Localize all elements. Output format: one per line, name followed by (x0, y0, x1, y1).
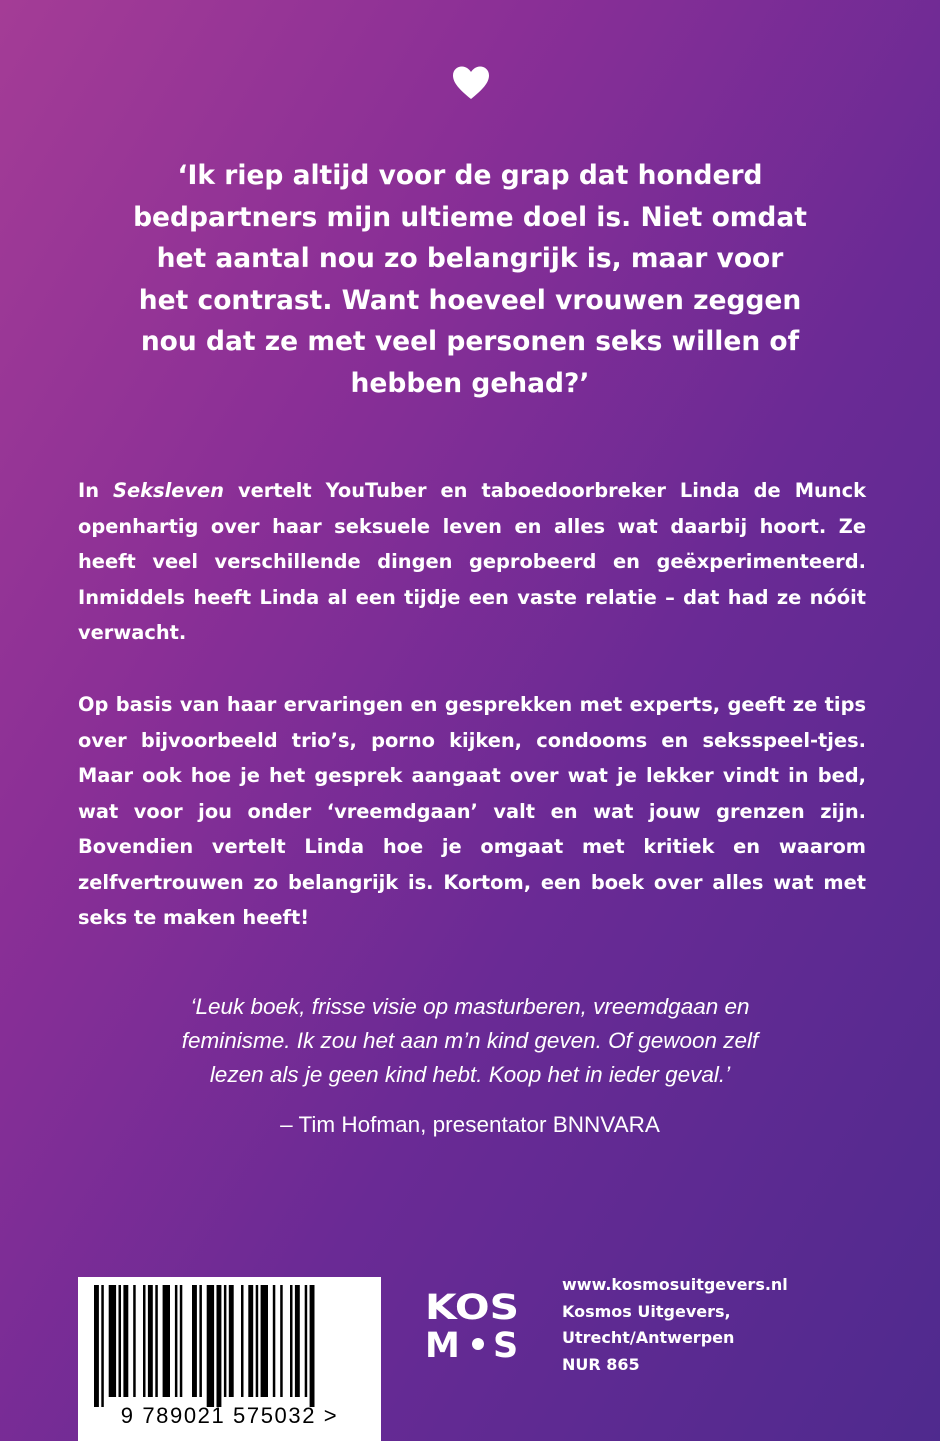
barcode-bar (310, 1285, 315, 1407)
kosmos-logo (425, 1287, 521, 1359)
paragraph-text: vertelt YouTuber en taboedoorbreker Linda de Munck openhartig over haar seksuele leven en alles wat daarbij hoort. Ze heeft veel verschillende dingen geprobeerd en geëxperimenteerd. Inmiddels heeft Linda al een tijdje een vaste relatie – dat had ze nóóit verwacht. (78, 479, 866, 644)
book-title: Seksleven (113, 479, 224, 502)
barcode-bar (94, 1285, 99, 1407)
barcode-bar (217, 1285, 222, 1407)
review-line: ‘Leuk boek, frisse visie op masturberen, vreemdgaan en (190, 994, 750, 1019)
description-paragraph-2: Op basis van haar ervaringen en gesprekken met experts, geeft ze tips over bijvoorbeeld trio’s, porno kijken, condooms en seksspeel-tjes. Maar ook hoe je het gesprek aangaat over wat je lekker vindt in bed, wat voor jou onder ‘vreemdgaan’ valt en wat jouw grenzen zijn. Bovendien vertelt Linda hoe je omgaat met kritiek en waarom zelfvertrouwen zo belangrijk is. Kortom, een boek over alles wat met seks te maken heeft! (78, 693, 866, 929)
barcode-bar (224, 1285, 227, 1397)
paragraph-intro: In (78, 479, 114, 502)
barcode-bar (192, 1285, 197, 1397)
barcode-bar (133, 1285, 136, 1397)
heart-icon (452, 66, 490, 100)
publisher-website[interactable]: www.kosmosuitgevers.nl (562, 1275, 788, 1294)
barcode-bar (229, 1285, 234, 1397)
publisher-name: Kosmos Uitgevers, (562, 1301, 731, 1321)
quote-line: hebben gehad?’ (350, 367, 590, 399)
barcode-bar (305, 1285, 308, 1397)
barcode-bar (143, 1285, 146, 1397)
review-attribution: – Tim Hofman, presentator BNNVARA (280, 1112, 660, 1137)
review-line: feminisme. Ik zou het aan m’n kind geven. Of gewoon zelf (181, 1028, 759, 1053)
barcode-bar (101, 1285, 104, 1407)
barcode-bar (180, 1285, 183, 1397)
publisher-location: Utrecht/Antwerpen (562, 1328, 735, 1347)
barcode-bar (148, 1285, 153, 1397)
review-line: lezen als je geen kind hebt. Koop het in ieder geval.’ (209, 1062, 731, 1087)
review-quote (120, 990, 820, 1092)
quote-line: ‘Ik riep altijd voor de grap dat honderd (177, 160, 763, 191)
barcode-bar (155, 1285, 158, 1397)
opening-quote (100, 155, 840, 404)
barcode-bar (295, 1285, 300, 1397)
barcode-bar (123, 1285, 128, 1397)
barcode-bar (207, 1285, 214, 1407)
quote-line: het aantal nou zo belangrijk is, maar voor (156, 243, 784, 274)
logo-letter-s: S (493, 1326, 519, 1359)
logo-line-1: KOS (425, 1288, 519, 1328)
barcode-digits: 9 789021 575032 > (120, 1403, 339, 1428)
barcode (78, 1277, 381, 1441)
barcode-bar (109, 1285, 116, 1397)
logo-dot (472, 1338, 484, 1350)
nur-code: NUR 865 (562, 1354, 640, 1374)
barcode-bar (248, 1285, 253, 1397)
barcode-bar (175, 1285, 178, 1397)
barcode-bar (261, 1285, 268, 1397)
quote-line: bedpartners mijn ultieme doel is. Niet omdat (133, 201, 807, 233)
description-paragraph-1 (78, 473, 866, 651)
quote-line: het contrast. Want hoeveel vrouwen zeggen (138, 284, 802, 316)
quote-line: nou dat ze met veel personen seks willen of (140, 326, 800, 357)
barcode-bar (290, 1285, 293, 1397)
barcode-bar (273, 1285, 276, 1397)
logo-letter-m: M (425, 1326, 460, 1359)
barcode-bar (280, 1285, 283, 1397)
barcode-bar (163, 1285, 170, 1397)
publisher-info (562, 1272, 902, 1378)
barcode-bar (256, 1285, 259, 1397)
barcode-bar (119, 1285, 122, 1397)
barcode-bar (241, 1285, 244, 1397)
barcode-bar (199, 1285, 202, 1397)
